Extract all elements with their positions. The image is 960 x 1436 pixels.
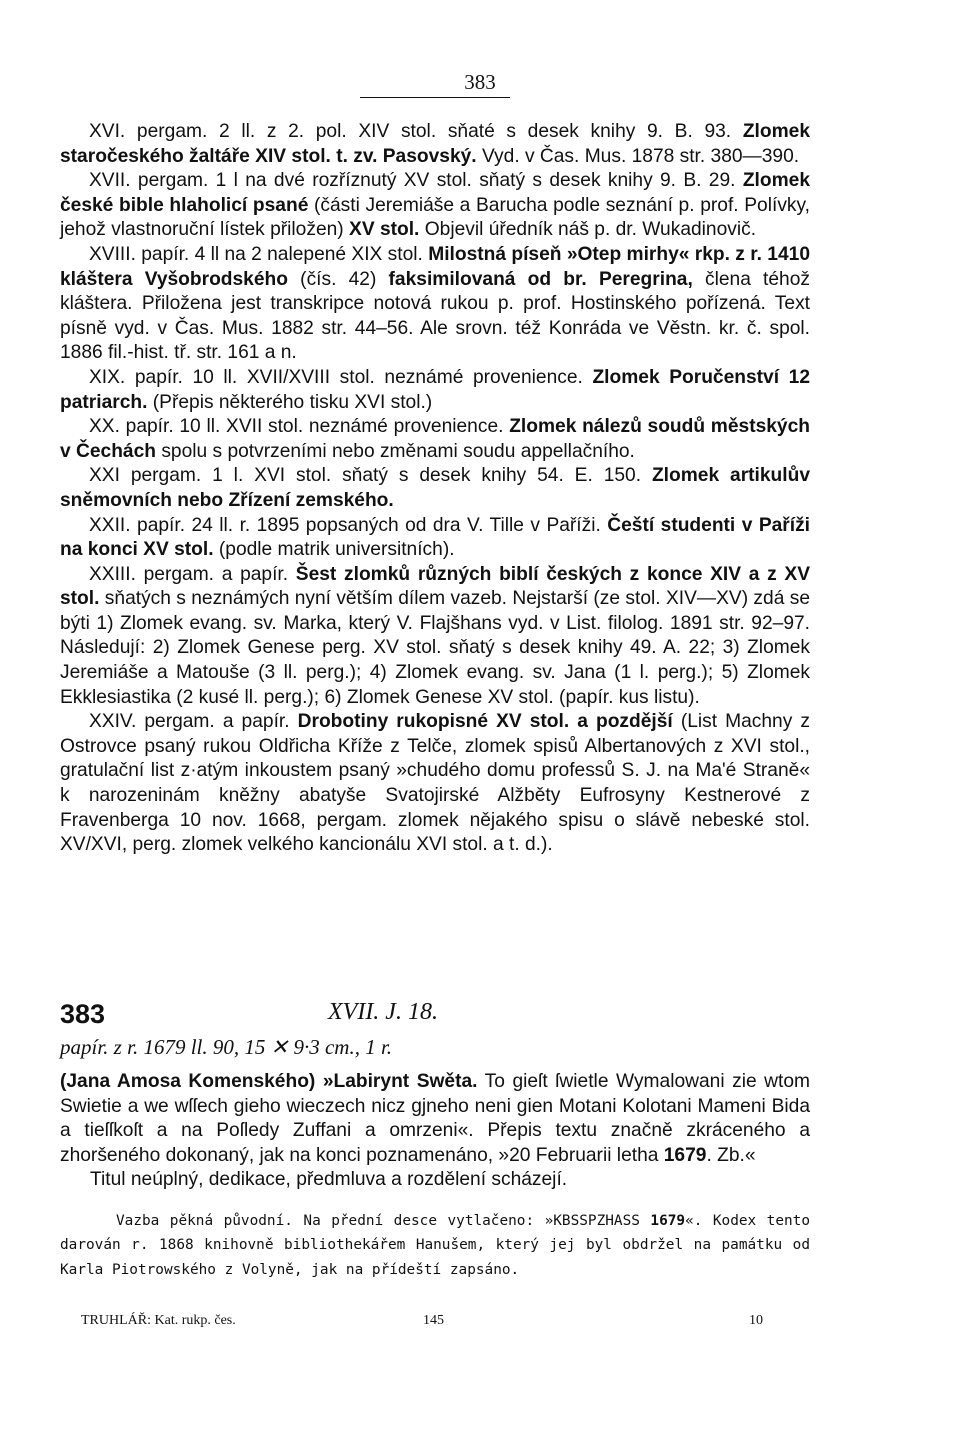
bold-text: Šest zlomků různých biblí českých z konce XIV a z XV stol. — [60, 563, 810, 610]
text-run: Titul neúplný, dedikace, předmluva a rozdělení scházejí. — [90, 1169, 568, 1191]
text-run: (čís. 42) — [287, 268, 389, 290]
bold-text: faksimilovaná od br. Peregrina, — [388, 268, 693, 290]
footer-number: 10 — [749, 1313, 763, 1328]
text-run: (List Machny z Ostrovce psaný rukou Oldřicha Kříže z Telče, zlomek spisů Albertanových z XVI stol., gratulační list z·atým inkoustem psaný »chudého domu professů S. J. na Ma'é Straně« k narozeninám kněžny abatyše Svatojirské Alžběty Eufrosyny Kestnerové z Fravenberga 10 nov. 1668, pergam. zlomek nějakého spisu o slávě nebeské stol. XV/XVI, perg. zlomek velkého kancionálu XVI stol. a t. d.). — [60, 711, 810, 856]
text-run: spolu s potvrzeními nebo změnami soudu appellačního. — [155, 440, 635, 462]
text-run: XIX. papír. 10 ll. XVII/XVIII stol. neznámé provenience. — [89, 366, 593, 388]
text-run: «. Kodex tento darován r. 1868 knihovně bibliothekářem Hanušem, který jej byl obdržel na památku od Karla Piotrowského z Volyně, jak na přídeští zapsáno. — [60, 1213, 810, 1278]
bold-text: Zlomek české bible hlaholicí psané — [60, 170, 810, 216]
bold-text: 1679 — [650, 1213, 686, 1229]
catalog-item — [60, 563, 810, 711]
catalog-item — [60, 415, 810, 464]
header-rule — [360, 97, 510, 98]
text-run: XXIII. pergam. a papír. — [89, 563, 296, 585]
footer-source: TRUHLÁŘ: Kat. rukp. čes. — [81, 1313, 236, 1328]
catalog-item — [60, 169, 810, 243]
catalog-item — [60, 514, 810, 563]
text-run: XXI pergam. 1 l. XVI stol. sňatý s desek knihy 54. E. 150. — [89, 465, 652, 487]
entry-text — [60, 1070, 810, 1193]
binding-paragraph — [60, 1209, 810, 1282]
text-run: Objevil úředník náš p. dr. Wukadinovič. — [419, 219, 757, 241]
bold-text: Zlomek Poručenství 12 patriarch. — [60, 366, 811, 413]
text-run: XXII. papír. 24 ll. r. 1895 popsaných od dra V. Tille v Paříži. — [89, 514, 608, 536]
bold-text: Zlomek staročeského žaltáře XIV stol. t. zv. Pasovský. — [60, 121, 810, 167]
bold-text: (Jana Amosa Komenského) »Labirynt Swěta. — [60, 1071, 478, 1092]
bold-text: 1679 — [663, 1144, 707, 1166]
page-number: 383 — [464, 70, 496, 94]
bold-text: Milostná píseň »Otep mirhy« rkp. z r. 1410 kláštera Vyšobrodského — [60, 243, 810, 290]
catalog-item — [60, 243, 810, 366]
catalog-item — [60, 366, 810, 415]
text-run: To gieſt ſwietle Wymalowani zie wtom Swietie a we wſſech gieho wieczech nicz gjneho neni gien Motani Kolotani Mameni Bida a tieſſkoſt a na Poſledy Zuffani a omrzeni«. Přepis textu značně zkráceného a zhoršeného dokonaný, jak na konci poznamenáno, »20 Februarii letha — [60, 1071, 810, 1166]
entry-heading — [60, 999, 820, 1030]
text-run: (podle matrik universitních). — [213, 539, 455, 561]
text-run: XVII. pergam. 1 l na dvé rozříznutý XV stol. sňatý s desek knihy 9. B. 29. — [89, 170, 743, 192]
binding-note — [60, 1209, 810, 1282]
bold-text: Drobotiny rukopisné XV stol. a pozdější — [297, 711, 673, 733]
entry-paragraph — [60, 1070, 810, 1168]
bold-text: Zlomek artikulův sněmovních nebo Zřízení zemského. — [60, 465, 810, 511]
text-run: člena téhož kláštera. Přiložena jest transkripce notová rukou p. prof. Hostinského pořízená. Text písně vyd. v Čas. Mus. 1882 str. 44–56. Ale srovn. též Konráda ve Věstn. kr. č. spol. 1886 fil.-hist. tř. str. 161 a n. — [60, 268, 810, 364]
bold-text: Čeští studenti v Paříži na konci XV stol. — [60, 514, 811, 561]
entry-number: 383 — [60, 999, 106, 1029]
bold-text: XV stol. — [349, 219, 420, 241]
text-run: Vyd. v Čas. Mus. 1878 str. 380—390. — [476, 145, 800, 167]
text-run: XXIV. pergam. a papír. — [89, 711, 298, 733]
text-run: XVIII. papír. 4 ll na 2 nalepené XIX stol. — [89, 243, 429, 265]
catalog-item — [60, 120, 810, 169]
catalog-text — [60, 120, 810, 858]
catalog-item — [60, 464, 810, 513]
catalog-item — [60, 710, 810, 858]
text-run: XX. papír. 10 ll. XVII stol. neznámé provenience. — [89, 416, 510, 438]
text-run: XVI. pergam. 2 ll. z 2. pol. XIV stol. sňaté s desek knihy 9. B. 93. — [89, 121, 743, 142]
text-run: Vazba pěkná původní. Na přední desce vytlačeno: »KBSSPZHASS — [116, 1213, 651, 1229]
footer-sheet: 145 — [423, 1313, 444, 1328]
text-run: sňatých s neznámých nyní větším dílem vazeb. Nejstarší (ze stol. XIV—XV) zdá se býti 1) Zlomek evang. sv. Marka, který V. Flajšhans vyd. v List. filolog. 1891 str. 92–97. Následují: 2) Zlomek Genese perg. XV stol. sňatý s desek knihy 49. A. 22; 3) Zlomek Jeremiáše a Matouše (3 ll. perg.); 4) Zlomek evang. sv. Jana (1 l. perg.); 5) Zlomek Ekklesiastika (2 kusé ll. perg.); 6) Zlomek Genese XV stol. (papír. kus listu). — [60, 588, 810, 708]
bold-text: Zlomek nálezů soudů městských v Čechách — [60, 416, 810, 462]
text-run: . Zb.« — [706, 1144, 756, 1166]
entry-description: papír. z r. 1679 ll. 90, 15 ✕ 9·3 cm., 1 r. — [60, 1035, 393, 1059]
entry-signature: XVII. J. 18. — [328, 999, 438, 1025]
text-run: (části Jeremiáše a Barucha podle seznání p. prof. Polívky, jehož vlastnoruční lístek přiložen) — [60, 194, 811, 241]
entry-paragraph — [60, 1168, 810, 1193]
text-run: (Přepis některého tisku XVI stol.) — [147, 391, 433, 413]
